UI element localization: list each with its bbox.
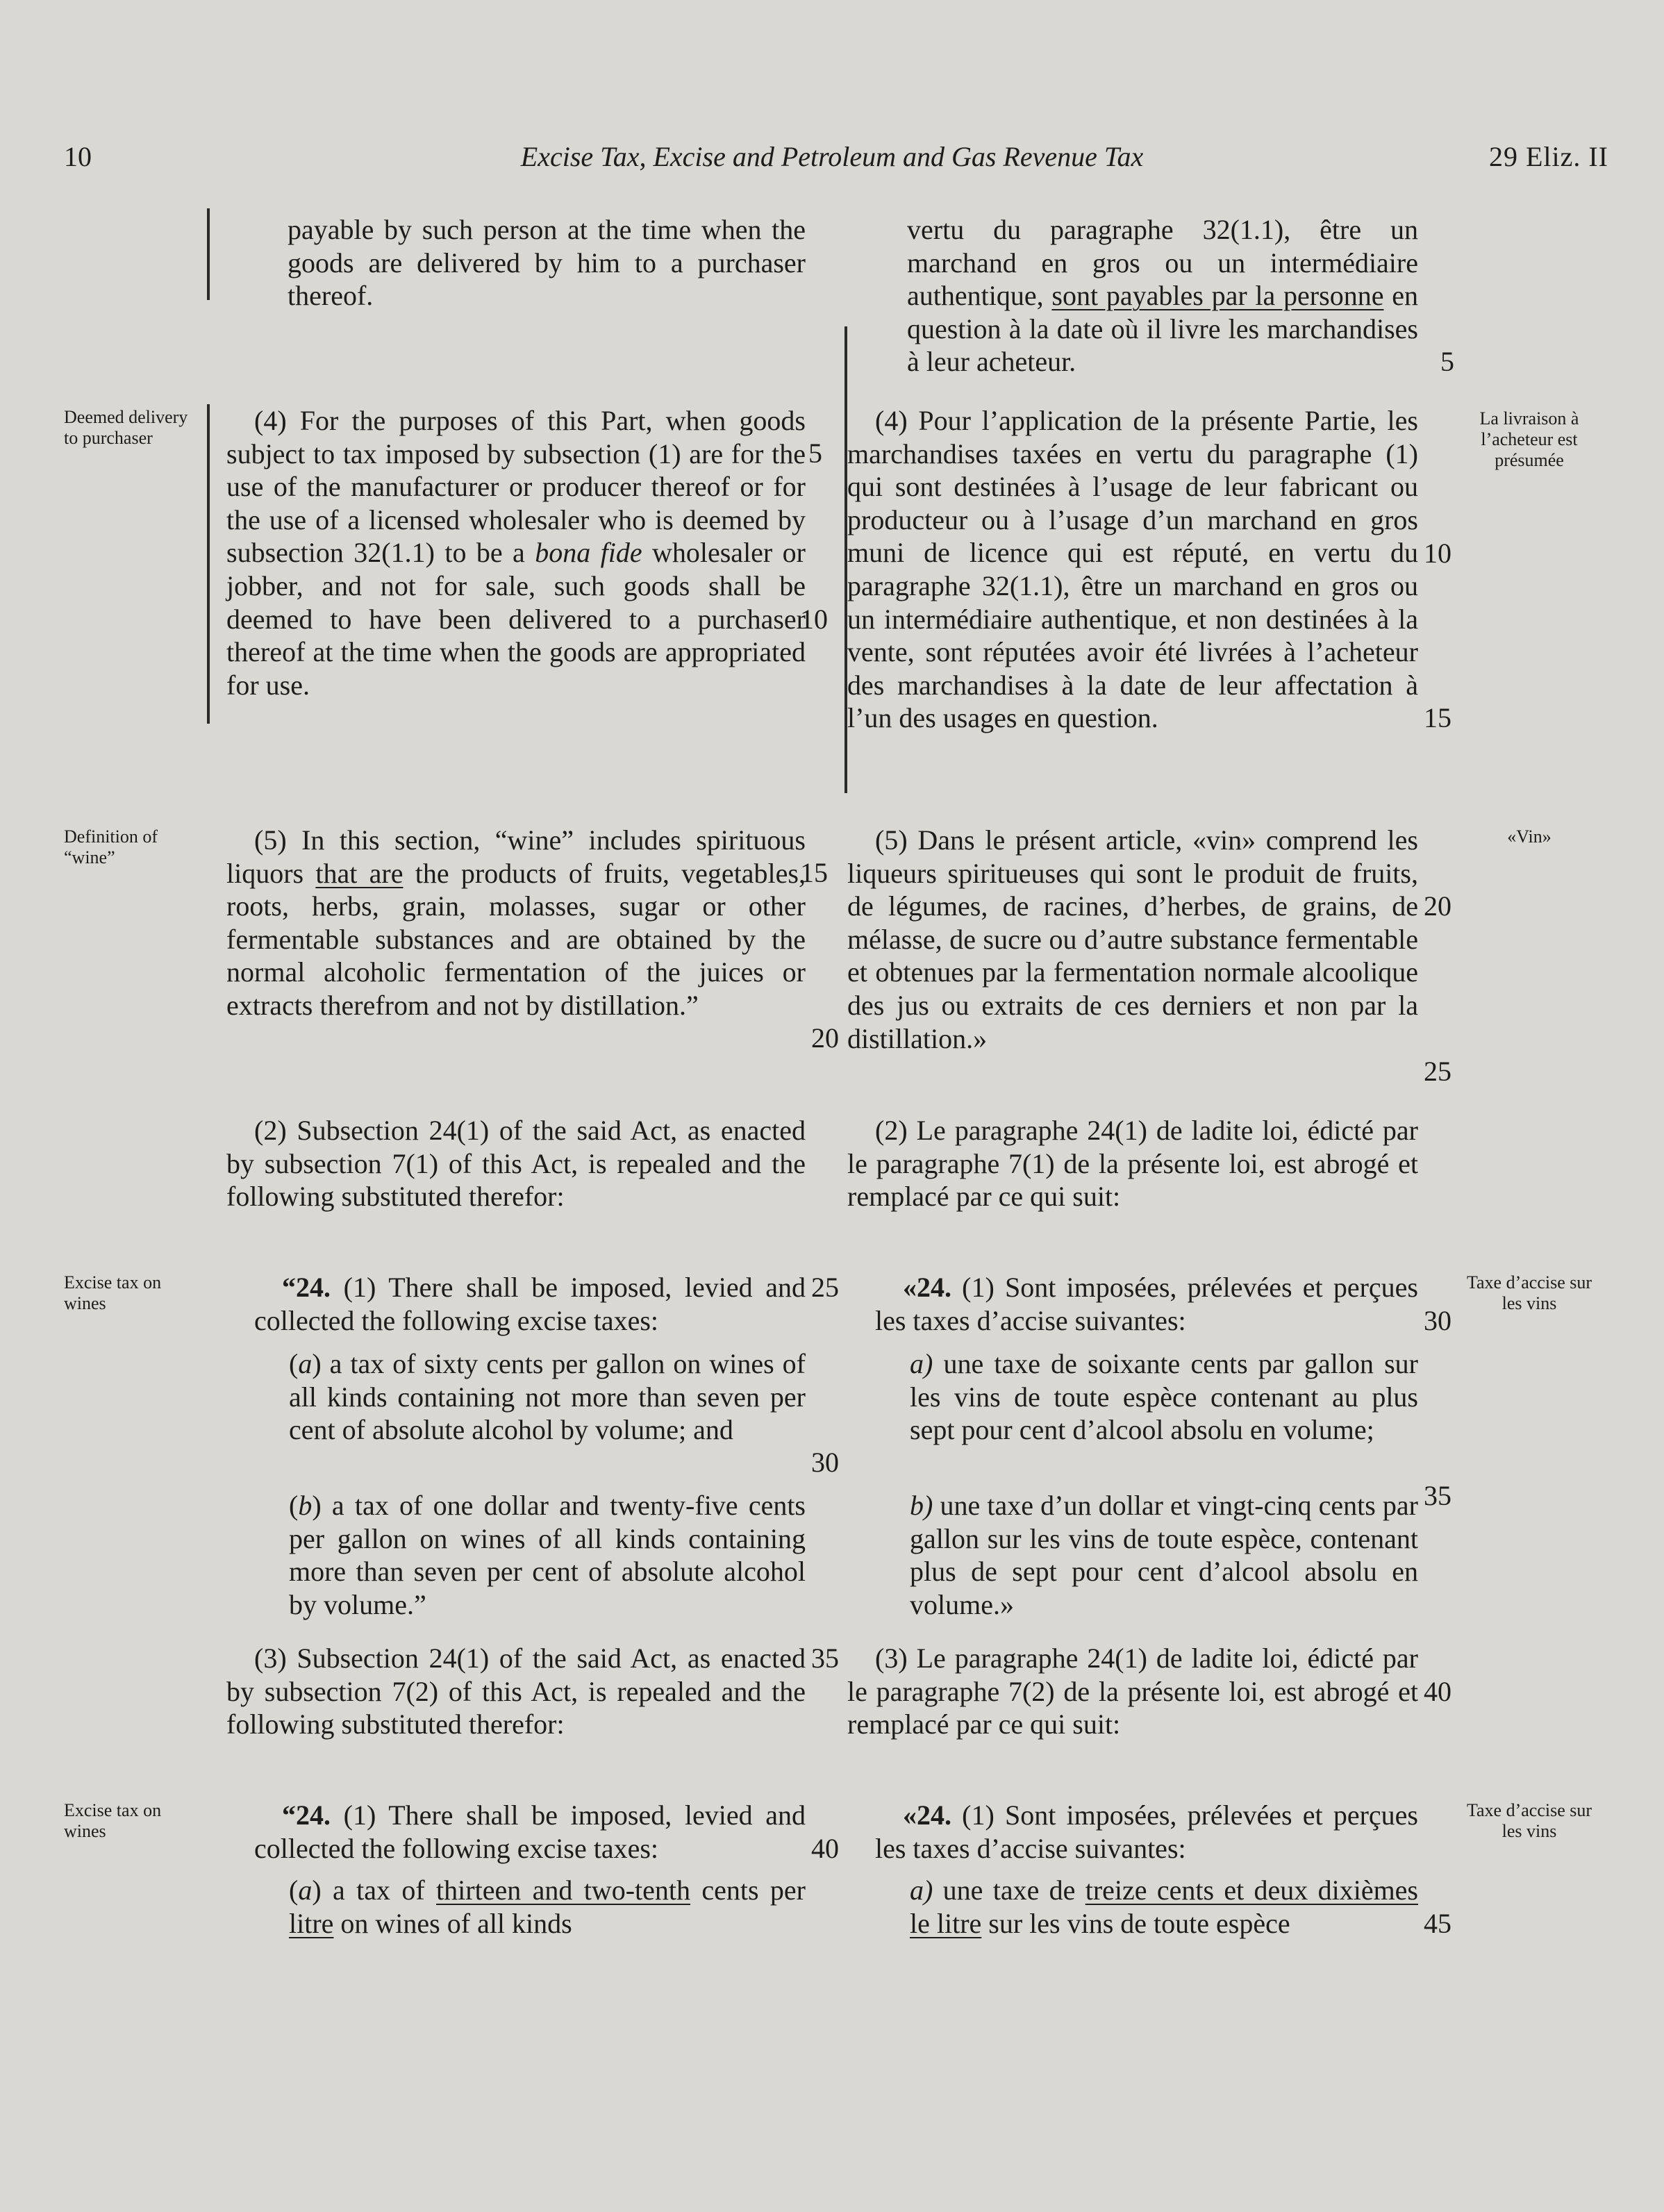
en-paragraph xyxy=(226,404,806,701)
line-number: 40 xyxy=(811,1833,839,1864)
line-number: 20 xyxy=(1424,890,1451,922)
line-number: 10 xyxy=(1424,538,1451,569)
en-paragraph xyxy=(226,1489,806,1621)
fr-paragraph xyxy=(847,1347,1418,1447)
line-number: 35 xyxy=(811,1643,839,1674)
line-number: 15 xyxy=(800,857,828,888)
fr-text: vertu du paragraphe 32(1.1), être un marchand en gros ou un intermédiaire authentique, sont payables par la personne en question à la date où il livre les marchandises à leur acheteur. xyxy=(907,214,1418,378)
fr-text: «24. (1) Sont imposées, prélevées et perçues les taxes d’accise suivantes: xyxy=(875,1799,1418,1864)
fr-text: (5) Dans le présent article, «vin» comprend les liqueurs spiritueuses qui sont le produit de fruits, de légumes, de racines, d’herbes, de grains, de mélasse, de sucre ou d’autre substance fermentable et obtenues par la fermentation normale alcoolique des jus ou extraits de ces derniers et non par la distillation.» xyxy=(847,824,1418,1054)
en-text: (2) Subsection 24(1) of the said Act, as enacted by subsection 7(1) of this Act, is repealed and the following substituted therefor: xyxy=(226,1115,806,1213)
fr-paragraph xyxy=(907,213,1418,379)
margin-note-taxe-accise: Taxe d’accise sur les vins xyxy=(1466,1272,1592,1313)
line-number: 35 xyxy=(1424,1480,1451,1511)
fr-paragraph xyxy=(847,1271,1418,1337)
fr-text: a) une taxe de soixante cents par gallon sur les vins de toute espèce contenant au plus sept pour cent d’alcool absolu en volume; xyxy=(910,1348,1418,1446)
line-number: 15 xyxy=(1424,702,1451,733)
regnal-year: 29 Eliz. II xyxy=(1488,141,1608,172)
en-text: payable by such person at the time when the goods are delivered by him to a purchaser thereof. xyxy=(288,214,806,312)
en-paragraph xyxy=(226,1114,806,1213)
line-number: 30 xyxy=(1424,1305,1451,1336)
en-paragraph xyxy=(226,1271,806,1337)
fr-text: b) une taxe d’un dollar et vingt-cinq cents par gallon sur les vins de toute espèce, contenant plus de sept pour cent d’alcool absolu en volume.» xyxy=(910,1490,1418,1620)
en-paragraph xyxy=(226,1874,806,1940)
margin-note-vin: «Vin» xyxy=(1507,826,1551,847)
fr-text: (4) Pour l’application de la présente Partie, les marchandises taxées en vertu du paragraphe (1) qui sont destinées à l’usage de leur fabricant ou producteur ou à l’usage d’un marchand en gros muni de licence qui est réputé, en vertu du paragraphe 32(1.1), être un marchand en gros ou un intermédiaire authentique, et non destinées à la vente, sont réputées avoir été livrées à l’acheteur des marchandises à la date de leur affectation à l’un des usages en question. xyxy=(847,405,1418,734)
line-number: 25 xyxy=(811,1272,839,1303)
fr-paragraph xyxy=(847,824,1418,1055)
fr-text: «24. (1) Sont imposées, prélevées et perçues les taxes d’accise suivantes: xyxy=(875,1272,1418,1336)
fr-text: (2) Le paragraphe 24(1) de ladite loi, édicté par le paragraphe 7(1) de la présente loi, est abrogé et remplacé par ce qui suit: xyxy=(847,1115,1418,1213)
line-number: 10 xyxy=(800,604,828,635)
margin-note-livraison: La livraison à l’acheteur est présumée xyxy=(1479,408,1579,470)
line-number: 40 xyxy=(1424,1676,1451,1707)
fr-text: (3) Le paragraphe 24(1) de ladite loi, édicté par le paragraphe 7(2) de la présente loi, est abrogé et remplacé par ce qui suit: xyxy=(847,1643,1418,1740)
revision-bar xyxy=(207,404,210,724)
margin-note-definition-wine: Definition of “wine” xyxy=(64,826,158,867)
fr-paragraph xyxy=(847,404,1418,735)
en-paragraph xyxy=(226,824,806,1022)
line-number: 25 xyxy=(1424,1056,1451,1087)
running-title: Excise Tax, Excise and Petroleum and Gas Revenue Tax xyxy=(520,141,1144,172)
margin-note-taxe-accise: Taxe d’accise sur les vins xyxy=(1466,1800,1592,1841)
fr-paragraph xyxy=(847,1874,1418,1940)
en-text: (a) a tax of sixty cents per gallon on wines of all kinds containing not more than seven per cent of absolute alcohol by volume; and xyxy=(289,1348,806,1446)
en-text: (b) a tax of one dollar and twenty-five cents per gallon on wines of all kinds containing more than seven per cent of absolute alcohol by volume.” xyxy=(289,1490,806,1620)
fr-paragraph xyxy=(847,1489,1418,1621)
line-number: 5 xyxy=(808,438,822,469)
line-number: 45 xyxy=(1424,1908,1451,1939)
en-text: “24. (1) There shall be imposed, levied and collected the following excise taxes: xyxy=(254,1799,806,1864)
en-text: “24. (1) There shall be imposed, levied and collected the following excise taxes: xyxy=(254,1272,806,1336)
line-number: 5 xyxy=(1440,346,1454,377)
revision-bar xyxy=(207,208,210,300)
line-number: 20 xyxy=(811,1022,839,1054)
margin-note-deemed-delivery: Deemed delivery to purchaser xyxy=(64,407,188,448)
en-paragraph xyxy=(226,1799,806,1865)
margin-note-excise-tax-wines: Excise tax on wines xyxy=(64,1800,162,1841)
page-number: 10 xyxy=(64,141,92,172)
en-text: (4) For the purposes of this Part, when goods subject to tax imposed by subsection (1) are for the use of the manufacturer or producer thereof or for the use of a licensed wholesaler who is deemed by subsection 32(1.1) to be a bona fide wholesaler or jobber, and not for sale, such goods shall be deemed to have been delivered to a purchaser thereof at the time when the goods are appropriated for use. xyxy=(226,405,806,701)
fr-text: a) une taxe de treize cents et deux dixièmes le litre sur les vins de toute espèce xyxy=(910,1874,1418,1939)
fr-paragraph xyxy=(847,1799,1418,1865)
margin-note-excise-tax-wines: Excise tax on wines xyxy=(64,1272,162,1313)
line-number: 30 xyxy=(811,1447,839,1478)
en-text: (5) In this section, “wine” includes spirituous liquors that are the products of fruits, vegetables, roots, herbs, grain, molasses, sugar or other fermentable substances and are obtained by the normal alcoholic fermentation of the juices or extracts therefrom and not by distillation.” xyxy=(226,824,806,1021)
en-paragraph xyxy=(288,213,806,313)
en-paragraph xyxy=(226,1347,806,1447)
en-text: (3) Subsection 24(1) of the said Act, as enacted by subsection 7(2) of this Act, is repealed and the following substituted therefor: xyxy=(226,1643,806,1740)
fr-paragraph xyxy=(847,1114,1418,1213)
en-paragraph xyxy=(226,1642,806,1741)
fr-paragraph xyxy=(847,1642,1418,1741)
en-text: (a) a tax of thirteen and two-tenth cents per litre on wines of all kinds xyxy=(289,1874,806,1939)
